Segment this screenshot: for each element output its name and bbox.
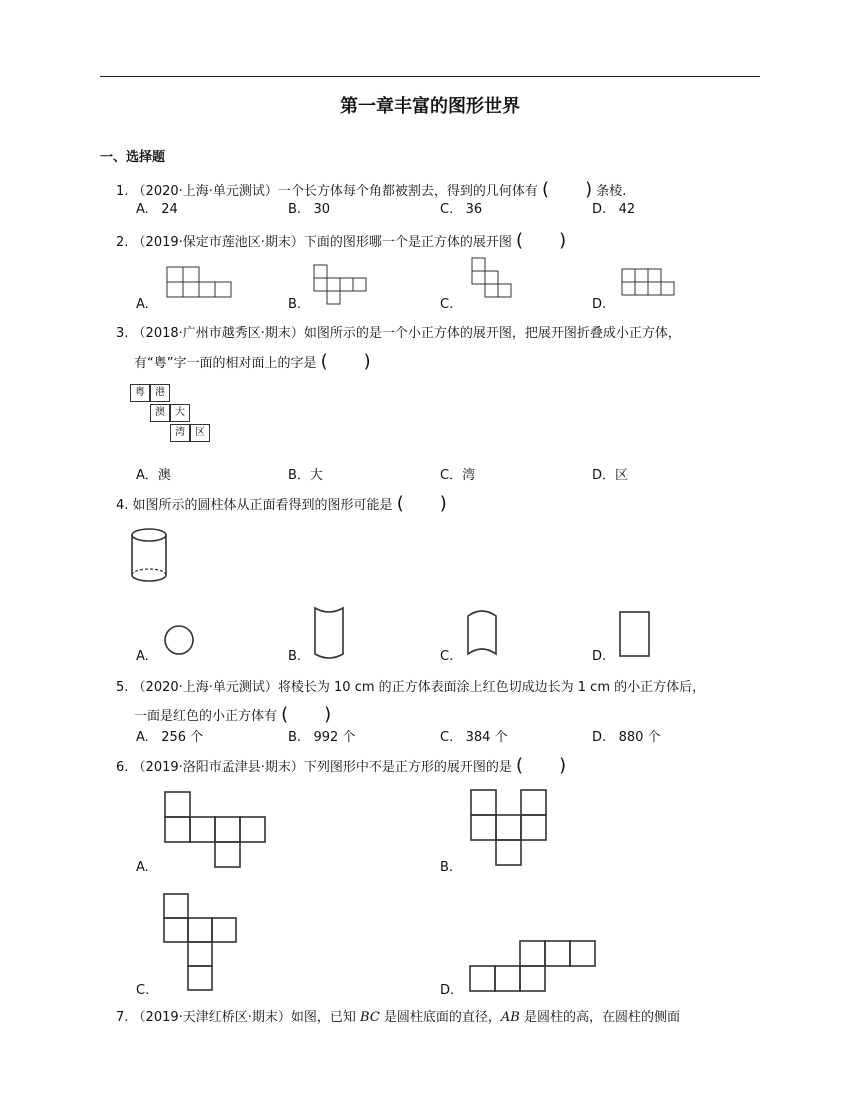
question-7 <box>116 1006 680 1025</box>
option-d-label: D. <box>440 983 455 998</box>
question-text: 是圆柱的高，在圆柱的侧面 <box>519 1010 681 1025</box>
answer-blank: ( ) <box>320 351 371 372</box>
answer-blank: ( ) <box>542 179 593 200</box>
circle-shape-option <box>163 624 197 658</box>
question-number: 3. <box>116 326 129 341</box>
option-c-label: C. <box>440 649 454 664</box>
square-net-figure-b <box>469 788 551 868</box>
cube-net-figure-c <box>471 257 519 299</box>
net-cell: 大 <box>170 404 190 422</box>
question-text: 一面是红色的小正方体有 <box>134 709 278 724</box>
question-text: （2018·广州市越秀区·期末）如图所示的是一个小正方体的展开图，把展开图折叠成小正方体， <box>132 326 681 341</box>
question-number: 7. <box>116 1010 129 1025</box>
option-a-label: A. <box>136 297 149 312</box>
question-4 <box>116 489 447 515</box>
option-a: A. 256 个 <box>136 730 204 745</box>
question-5-line-2 <box>134 700 331 726</box>
answer-blank: ( ) <box>396 493 447 514</box>
concave-top-shape-option <box>313 606 347 662</box>
net-cell: 澳 <box>150 404 170 422</box>
square-net-figure-c <box>162 892 242 996</box>
answer-blank: ( ) <box>281 704 332 725</box>
math-variable: BC <box>360 1010 380 1025</box>
option-a-label: A. <box>136 860 149 875</box>
question-tail: 条棱. <box>596 184 627 199</box>
net-cell: 港 <box>150 384 170 402</box>
math-variable: AB <box>500 1010 520 1025</box>
question-text: （2019·洛阳市孟津县·期末）下列图形中不是正方形的展开图的是 <box>132 760 512 775</box>
question-number: 6. <box>116 760 129 775</box>
page-title: 第一章丰富的图形世界 <box>340 96 520 117</box>
cylinder-figure <box>130 527 170 583</box>
question-number: 2. <box>116 235 129 250</box>
question-text: （2020·上海·单元测试）将棱长为 10 cm 的正方体表面涂上红色切成边长为 1 cm 的小正方体后， <box>132 680 706 695</box>
option-c-label: C. <box>440 297 454 312</box>
net-cell: 区 <box>190 424 210 442</box>
option-d: D．区 <box>592 468 629 483</box>
option-b-label: B. <box>288 297 302 312</box>
cube-net-figure-a <box>166 266 236 300</box>
question-text: 是圆柱底面的直径， <box>379 1010 501 1025</box>
question-text: （2019·天津红桥区·期末）如图，已知 <box>132 1010 361 1025</box>
option-d-label: D. <box>592 649 607 664</box>
cube-net-figure-d <box>621 268 679 298</box>
rectangle-shape-option <box>618 610 652 660</box>
cube-net-figure-b <box>313 264 373 306</box>
option-b-label: B. <box>440 860 454 875</box>
option-b-label: B. <box>288 649 302 664</box>
question-number: 1. <box>116 184 129 199</box>
option-b: B．大 <box>288 468 323 483</box>
section-heading: 一、选择题 <box>100 150 166 165</box>
question-number: 4. <box>116 498 129 513</box>
question-3-line-2 <box>134 347 371 373</box>
answer-blank: ( ) <box>516 755 567 776</box>
question-2 <box>116 226 566 252</box>
option-c: C. 36 <box>440 202 483 217</box>
option-d: D. 880 个 <box>592 730 661 745</box>
option-d: D. 42 <box>592 202 636 217</box>
net-cell: 粤 <box>130 384 150 402</box>
question-6 <box>116 751 566 777</box>
question-text: （2020·上海·单元测试）一个长方体每个角都被割去，得到的几何体有 <box>132 184 538 199</box>
option-c: C. 384 个 <box>440 730 508 745</box>
net-cell: 湾 <box>170 424 190 442</box>
answer-blank: ( ) <box>516 230 567 251</box>
question-number: 5. <box>116 680 129 695</box>
option-b: B. 30 <box>288 202 331 217</box>
option-c: C．湾 <box>440 468 476 483</box>
question-text: （2019·保定市莲池区·期末）下面的图形哪一个是正方体的展开图 <box>132 235 512 250</box>
option-c-label: C. <box>136 983 150 998</box>
question-3-line-1 <box>116 322 681 341</box>
header-rule <box>100 76 760 77</box>
question-5-line-1 <box>116 676 705 695</box>
square-net-figure-a <box>163 790 269 870</box>
option-a: A．澳 <box>136 468 171 483</box>
question-1 <box>116 175 626 201</box>
square-net-figure-d <box>468 939 598 995</box>
question-text: 如图所示的圆柱体从正面看得到的图形可能是 <box>132 498 393 513</box>
option-d-label: D. <box>592 297 607 312</box>
option-b: B. 992 个 <box>288 730 356 745</box>
convex-top-shape-option <box>466 606 500 662</box>
option-a-label: A. <box>136 649 149 664</box>
option-a: A. 24 <box>136 202 178 217</box>
question-text: 有“粤”字一面的相对面上的字是 <box>134 356 317 371</box>
